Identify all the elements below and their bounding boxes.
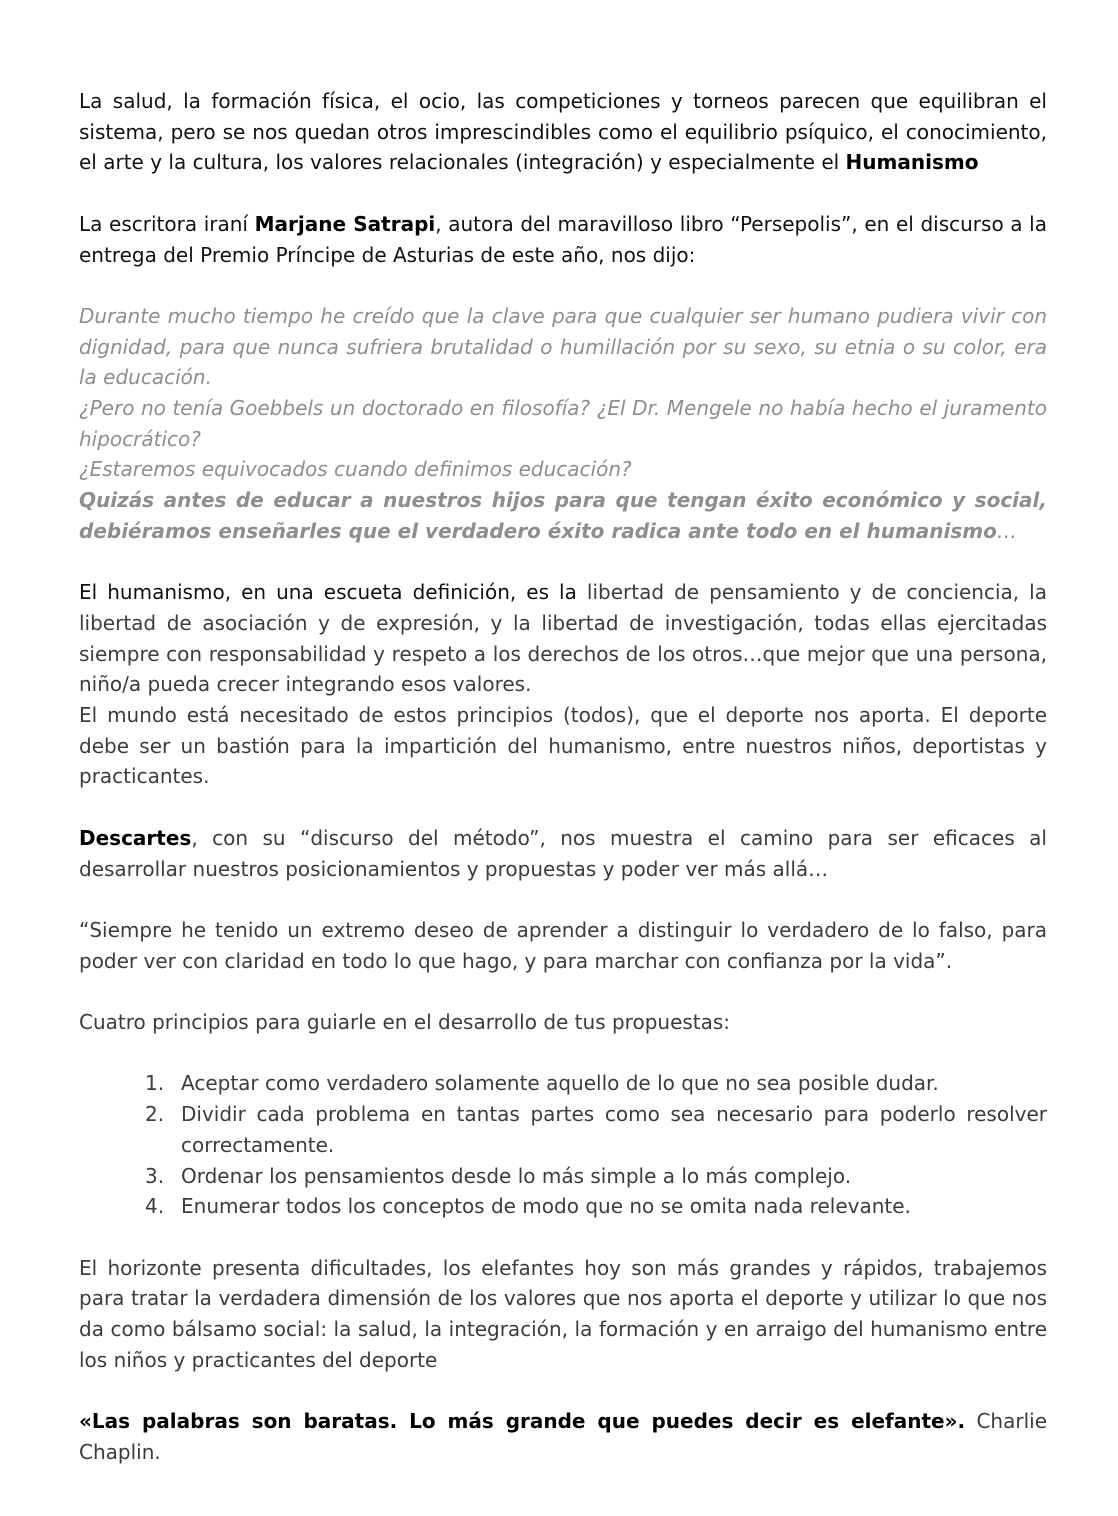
satrapi-quote	[79, 301, 1047, 547]
list-item	[145, 1068, 1047, 1099]
quote-ellipsis: …	[996, 518, 1017, 543]
chaplin-author: Charlie Chaplin.	[79, 1409, 1047, 1464]
paragraph-descartes	[79, 823, 1047, 884]
satrapi-name: Marjane Satrapi	[254, 211, 436, 236]
definicion-lead: El humanismo, en una escueta definición, es la	[79, 580, 587, 605]
paragraph-mundo: El mundo está necesitado de estos principios (todos), que el deporte nos aporta. El deporte debe ser un bastión para la impartición del humanismo, entre nuestros niños, deportistas y practicantes.	[79, 703, 1047, 789]
paragraph-horizonte: El horizonte presenta dificultades, los elefantes hoy son más grandes y rápidos, trabajemos para tratar la verdadera dimensión de los valores que nos aporta el deporte y utilizar lo que nos da como bálsamo social: la salud, la integración, la formación y en arraigo del humanismo entre los niños y practicantes del deporte	[79, 1255, 1047, 1372]
descartes-text: , con su “discurso del método”, nos muestra el camino para ser eficaces al desarrollar nuestros posicionamientos y propuestas y poder ver más allá…	[79, 825, 1047, 881]
paragraph-descartes-quote: “Siempre he tenido un extremo deseo de aprender a distinguir lo verdadero de lo falso, para poder ver con claridad en todo lo que hago, y para marchar con confianza por la vida”.	[79, 917, 1047, 973]
chaplin-quote-text: «Las palabras son baratas. Lo más grande que puedes decir es elefante».	[79, 1409, 966, 1434]
list-number: 4.	[145, 1194, 165, 1219]
list-item-text: Dividir cada problema en tantas partes como sea necesario para poderlo resolver correctamente.	[181, 1102, 1047, 1157]
list-item	[145, 1191, 1047, 1222]
document-page	[79, 86, 1047, 1468]
list-item	[145, 1161, 1047, 1192]
paragraph-humanismo-definicion	[79, 577, 1047, 700]
list-item-text: Aceptar como verdadero solamente aquello de lo que no sea posible dudar.	[181, 1071, 939, 1096]
satrapi-pre: La escritora iraní	[79, 211, 255, 236]
paragraph-salud	[79, 86, 1047, 178]
list-item-text: Ordenar los pensamientos desde lo más simple a lo más complejo.	[181, 1163, 852, 1188]
descartes-bold: Descartes	[79, 825, 192, 850]
list-number: 2.	[145, 1102, 165, 1127]
definicion-text: libertad de pensamiento y de conciencia, la libertad de asociación y de expresión, y la libertad de investigación, todas ellas ejercitadas siempre con responsabilidad y respeto a los derechos de los otros…que mejor que una persona, niño/a pueda crecer integrando esos valores.	[79, 580, 1047, 697]
quote-line-3: ¿Estaremos equivocados cuando definimos educación?	[79, 457, 632, 482]
paragraph-cuatro-principios: Cuatro principios para guiarle en el desarrollo de tus propuestas:	[79, 1010, 731, 1034]
satrapi-post: , autora del maravilloso libro “Persepolis”, en el discurso a la entrega del Premio Príncipe de Asturias de este año, nos dijo:	[79, 211, 1047, 267]
list-number: 1.	[145, 1071, 165, 1096]
paragraph-satrapi	[79, 209, 1047, 270]
quote-line-2: ¿Pero no tenía Goebbels un doctorado en filosofía? ¿El Dr. Mengele no había hecho el juramento hipocrático?	[79, 396, 1047, 451]
quote-bold-line	[79, 485, 1047, 546]
paragraph-salud-text: La salud, la formación física, el ocio, las competiciones y torneos parecen que equilibran el sistema, pero se nos quedan otros imprescindibles como el equilibrio psíquico, el conocimiento, el arte y la cultura, los valores relacionales (integración) y especialmente el	[79, 89, 1047, 175]
humanismo-bold: Humanismo	[845, 150, 979, 175]
list-item	[145, 1099, 1047, 1160]
quote-line-1: Durante mucho tiempo he creído que la clave para que cualquier ser humano pudiera vivir con dignidad, para que nunca sufriera brutalidad o humillación por su sexo, su etnia o su color, era la educación.	[79, 303, 1047, 390]
quote-bold-text: Quizás antes de educar a nuestros hijos para que tengan éxito económico y social, debiéramos enseñarles que el verdadero éxito radica ante todo en el humanismo	[79, 488, 1047, 543]
list-number: 3.	[145, 1163, 165, 1188]
principles-list	[79, 1068, 1047, 1222]
list-item-text: Enumerar todos los conceptos de modo que no se omita nada relevante.	[181, 1194, 911, 1219]
chaplin-quote	[79, 1406, 1047, 1467]
